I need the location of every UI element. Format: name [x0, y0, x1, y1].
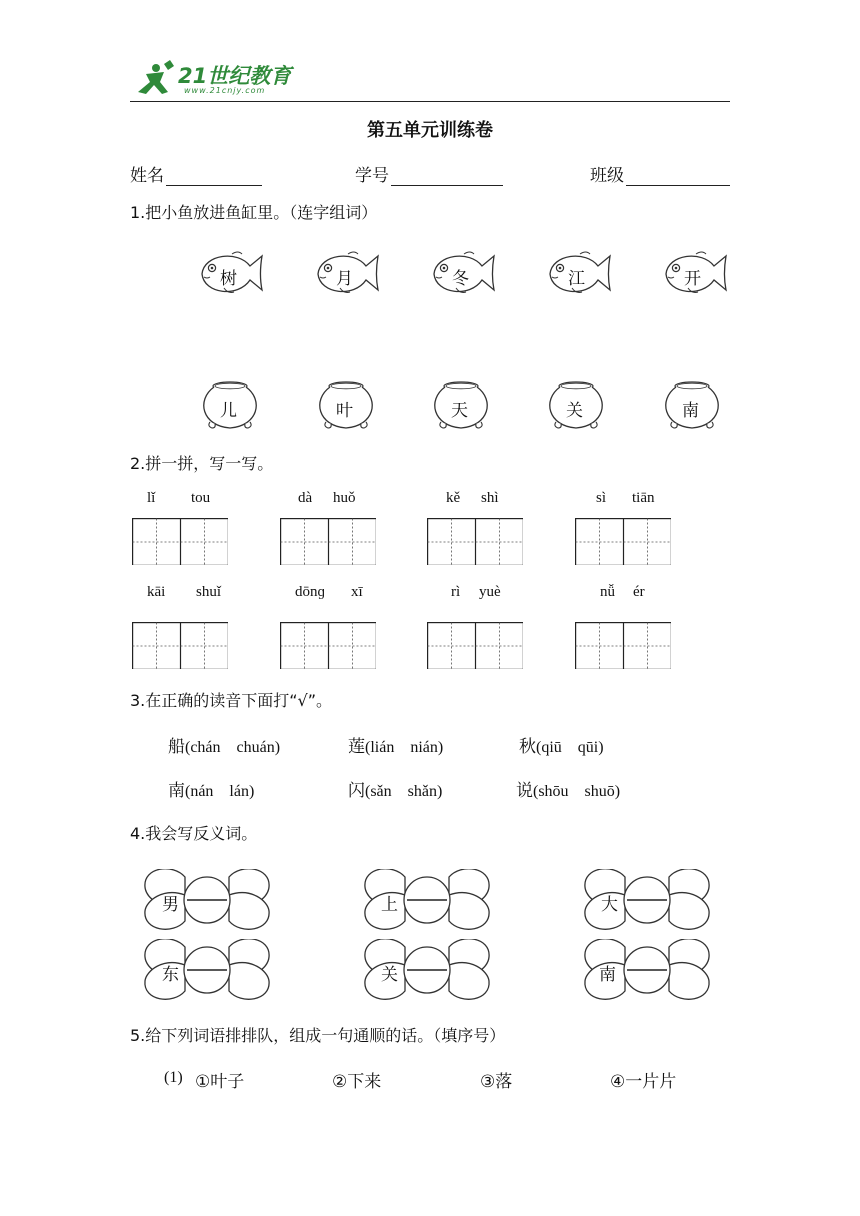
reading-options[interactable]: (nán lán): [185, 783, 255, 800]
logo-text: 21世纪教育: [178, 64, 292, 88]
pinyin: dà: [298, 490, 313, 506]
bowl-char: 关: [566, 401, 583, 421]
item-number: (1): [164, 1069, 183, 1086]
name-blank[interactable]: [166, 167, 262, 186]
bowl-char: 儿: [220, 401, 237, 421]
question-4: 4.我会写反义词。: [130, 824, 258, 843]
reading-item[interactable]: [168, 732, 280, 757]
fish-char: 江: [568, 269, 585, 289]
reading-options[interactable]: (shōu shuō): [533, 783, 621, 800]
pinyin: dōnɡ: [295, 584, 325, 600]
bow-char: 男: [162, 895, 179, 915]
reading-options[interactable]: (qiū qūi): [536, 739, 604, 756]
question-5: 5.给下列词语排排队，组成一句通顺的话。（填序号）: [130, 1026, 506, 1045]
reading-item[interactable]: [168, 776, 254, 801]
class-field[interactable]: [590, 161, 730, 186]
class-label: 班级: [590, 166, 624, 186]
reading-options[interactable]: (chán chuán): [185, 739, 281, 756]
pinyin: kāi: [147, 584, 166, 600]
pinyin: shì: [481, 490, 499, 506]
name-label: 姓名: [130, 166, 164, 186]
bowl-char: 南: [682, 401, 699, 421]
pinyin: tou: [191, 490, 211, 506]
bowl-char: 天: [451, 401, 468, 421]
writing-grid[interactable]: [132, 518, 228, 565]
reading-char: 莲: [348, 737, 365, 757]
bow-char: 上: [381, 895, 398, 915]
reading-item[interactable]: [516, 776, 620, 801]
logo: [134, 58, 294, 100]
reading-item[interactable]: [519, 732, 604, 757]
runner-logo-icon: [134, 58, 178, 100]
reading-char: 闪: [348, 781, 365, 801]
reading-item[interactable]: [348, 776, 442, 801]
bow-char: 南: [599, 965, 616, 985]
reading-item[interactable]: [348, 732, 443, 757]
writing-grid[interactable]: [280, 622, 376, 669]
writing-grid[interactable]: [427, 622, 523, 669]
bowl-char: 叶: [336, 401, 353, 421]
fish-char: 树: [220, 269, 237, 289]
reading-options[interactable]: (sǎn shǎn): [365, 783, 443, 800]
reading-char: 南: [168, 781, 185, 801]
reading-char: 船: [168, 737, 185, 757]
pinyin: ér: [633, 584, 645, 600]
pinyin: shuǐ: [196, 584, 222, 600]
header-divider: [130, 101, 730, 102]
number-field[interactable]: [355, 161, 503, 186]
fish-char: 月: [336, 269, 353, 289]
class-blank[interactable]: [626, 167, 730, 186]
pinyin: tiān: [632, 490, 655, 506]
question-1: 1.把小鱼放进鱼缸里。（连字组词）: [130, 203, 378, 222]
word-option: ②下来: [332, 1072, 382, 1092]
reading-char: 秋: [519, 737, 536, 757]
word-option: ③落: [480, 1072, 513, 1092]
reading-char: 说: [516, 781, 533, 801]
word-option: ①叶子: [195, 1072, 245, 1092]
bow-char: 关: [381, 965, 398, 985]
pinyin: kě: [446, 490, 461, 506]
writing-grid[interactable]: [132, 622, 228, 669]
pinyin: sì: [596, 490, 607, 506]
bow-char: 大: [601, 895, 618, 915]
logo-subtext: www.21cnjy.com: [184, 86, 266, 95]
writing-grid[interactable]: [575, 518, 671, 565]
pinyin: nǚ: [600, 584, 615, 600]
question-2: 2.拼一拼，写一写。: [130, 454, 274, 473]
writing-grid[interactable]: [280, 518, 376, 565]
pinyin: rì: [451, 584, 461, 600]
name-field[interactable]: [130, 161, 262, 186]
number-blank[interactable]: [391, 167, 503, 186]
pinyin: lǐ: [147, 490, 156, 506]
bow-char: 东: [162, 965, 179, 985]
reading-options[interactable]: (lián nián): [365, 739, 444, 756]
page-title: 第五单元训练卷: [367, 120, 493, 141]
fish-char: 开: [684, 269, 701, 289]
writing-grid[interactable]: [427, 518, 523, 565]
pinyin: yuè: [479, 584, 501, 600]
pinyin: huǒ: [333, 490, 356, 506]
number-label: 学号: [355, 166, 389, 186]
word-option: ④一片片: [610, 1072, 677, 1092]
pinyin: xī: [351, 584, 363, 600]
fish-char: 冬: [452, 269, 469, 289]
writing-grid[interactable]: [575, 622, 671, 669]
question-3: 3.在正确的读音下面打“√”。: [130, 691, 333, 710]
